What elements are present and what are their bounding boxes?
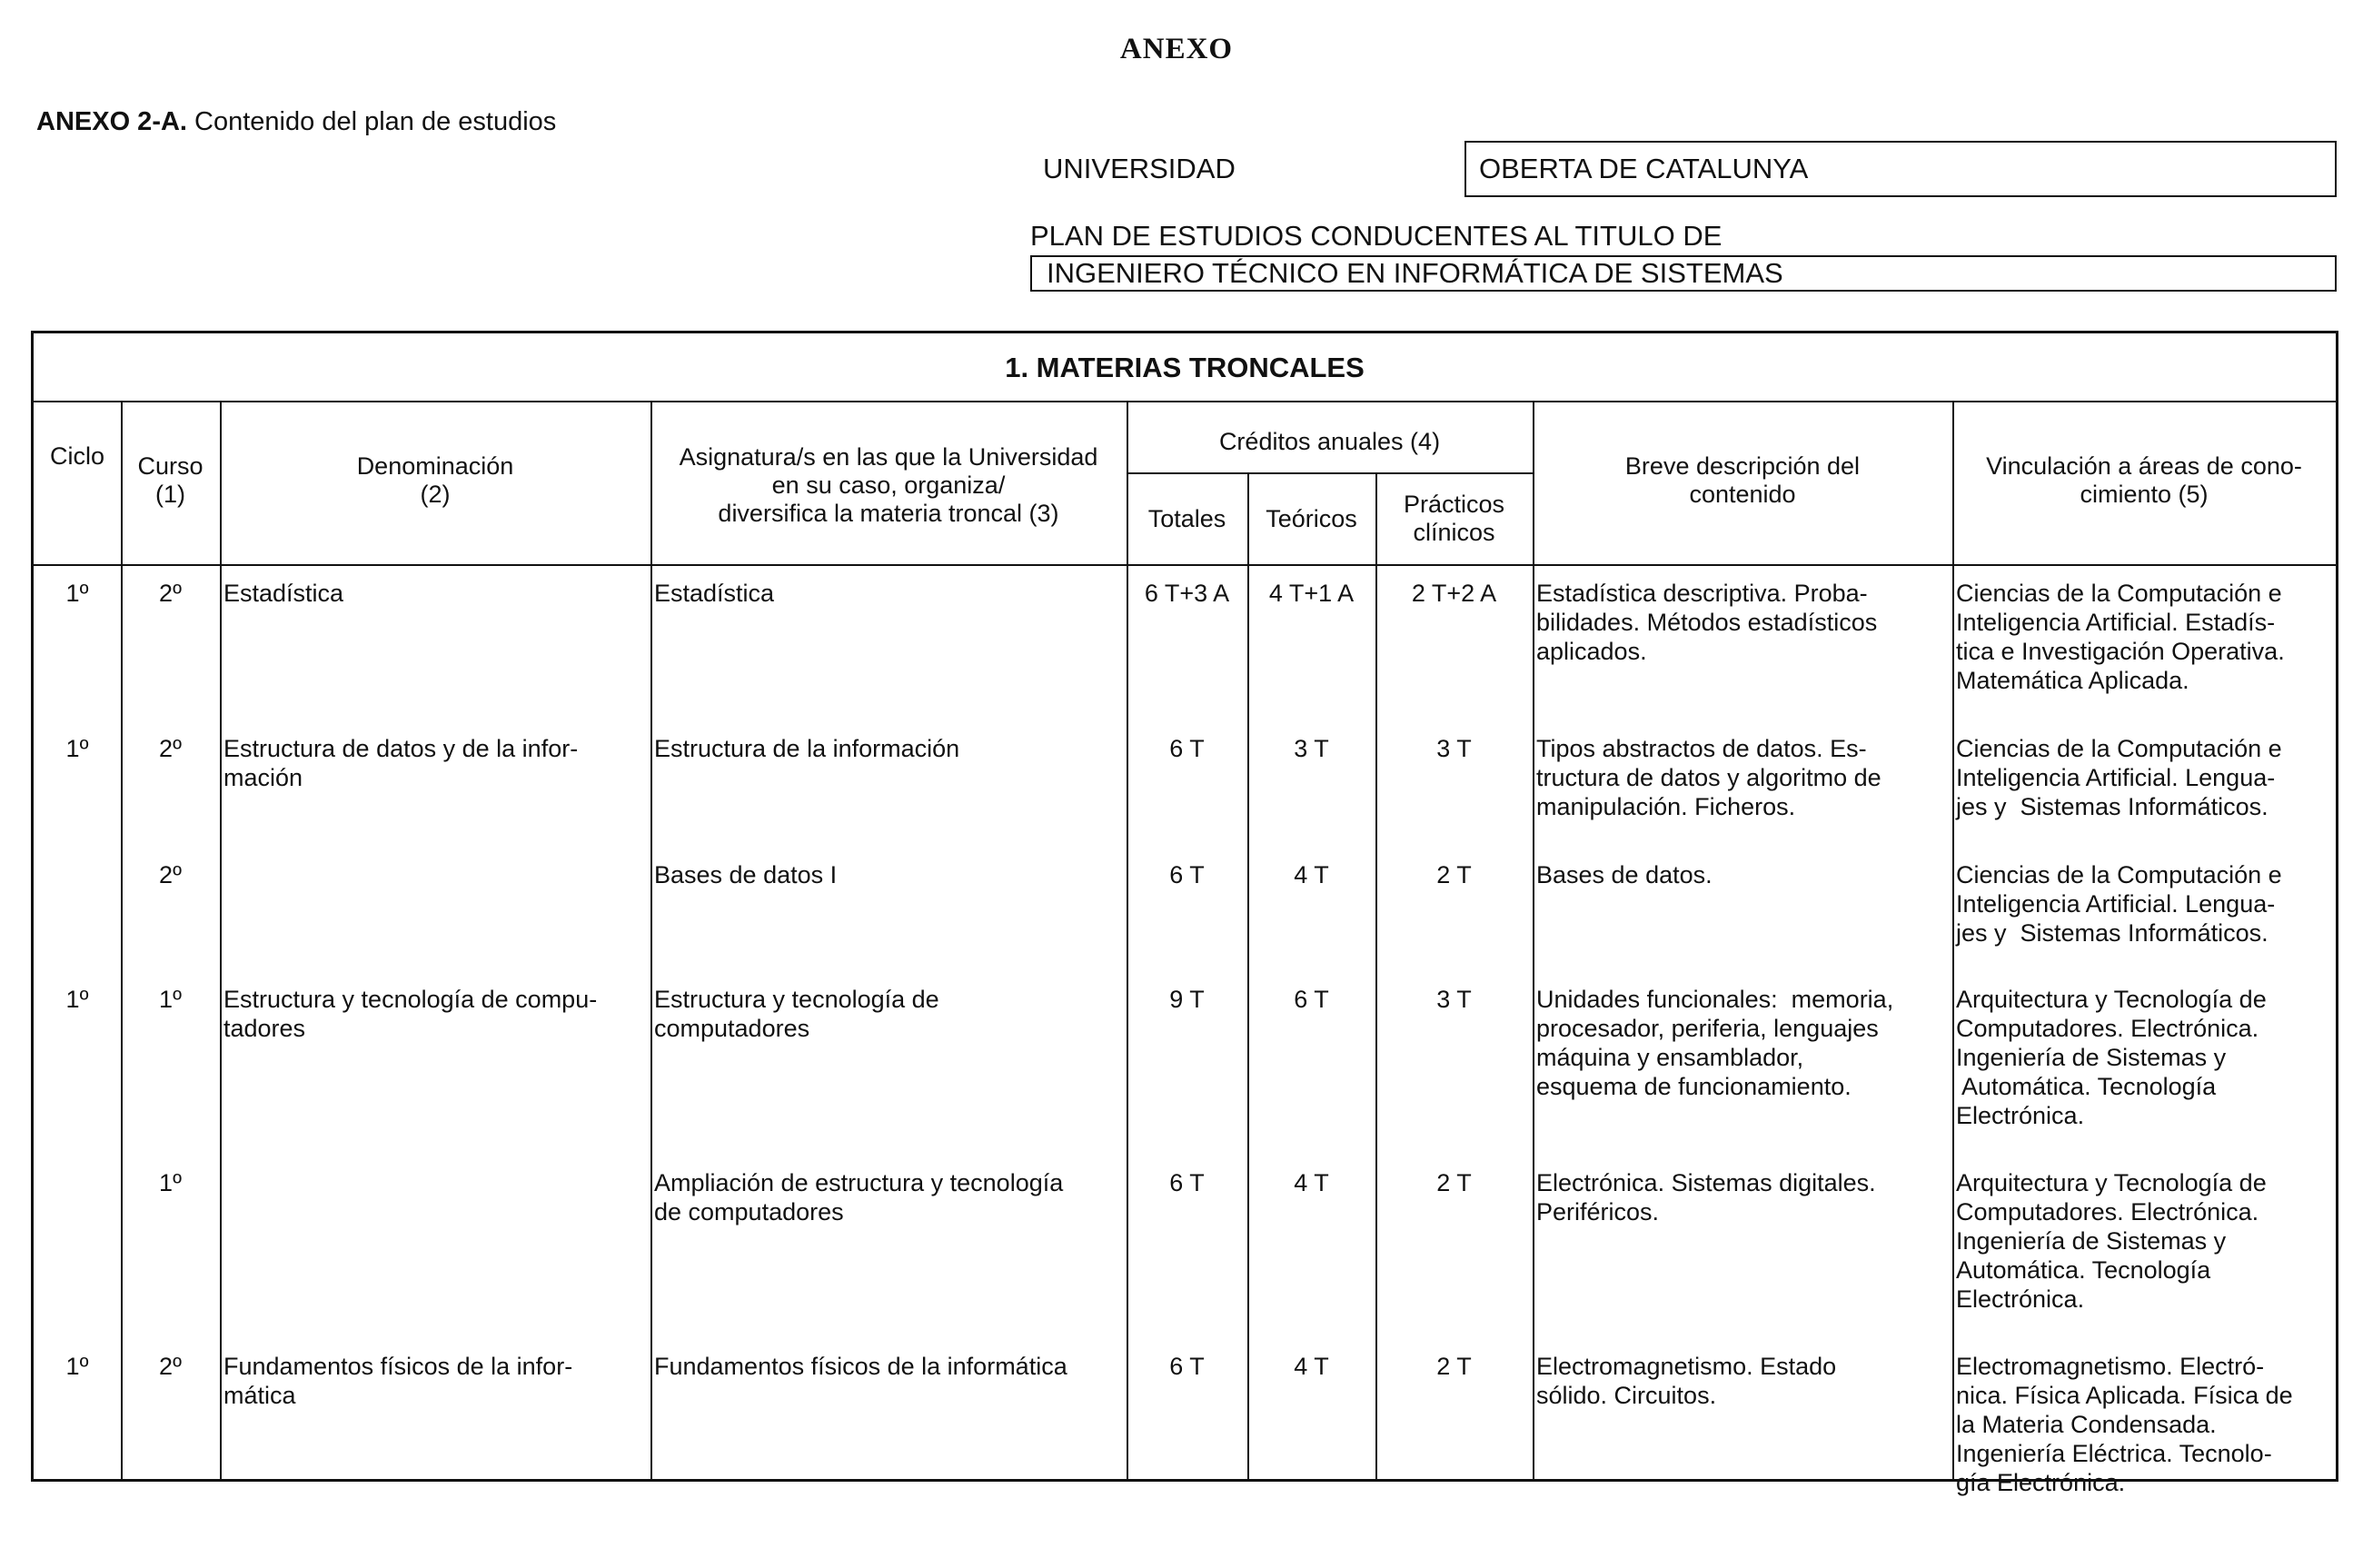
cell-practicos: 3 T [1436, 986, 1472, 1013]
cell-vinculacion-line: Ingeniería de Sistemas y [1956, 1044, 2227, 1071]
cell-vinculacion-line: Electrónica. [1956, 1285, 2085, 1313]
cell-teoricos: 4 T [1294, 1353, 1329, 1380]
header-totales-line: Totales [1147, 505, 1226, 532]
cell-descripcion-line: procesador, periferia, lenguajes [1536, 1015, 1879, 1042]
cell-asignatura [654, 734, 1125, 763]
cell-vinculacion [1956, 734, 2334, 821]
cell-vinculacion [1956, 860, 2334, 948]
header-practicos-line: clínicos [1413, 519, 1495, 546]
cell-descripcion-line: Electromagnetismo. Estado [1536, 1353, 1837, 1380]
cell-vinculacion [1956, 1352, 2334, 1497]
header-curso-line: Curso [137, 452, 204, 480]
header-ciclo-line: Ciclo [49, 442, 104, 470]
header-curso-line: (1) [155, 481, 185, 508]
cell-denominacion-line: mación [223, 764, 303, 791]
cell-vinculacion-line: Inteligencia Artificial. Lengua- [1956, 764, 2276, 791]
cell-totales: 6 T [1169, 861, 1205, 888]
cell-denominacion-line: Fundamentos físicos de la infor- [223, 1353, 573, 1380]
cell-totales: 6 T [1169, 1353, 1205, 1380]
cell-asignatura-line: Ampliación de estructura y tecnología [654, 1169, 1064, 1196]
cell-denominacion [223, 579, 649, 608]
header-denominacion [220, 452, 650, 509]
cell-vinculacion-line: gía Electrónica. [1956, 1469, 2126, 1496]
cell-descripcion [1536, 1168, 1951, 1226]
annex-subtitle-text: Contenido del plan de estudios [194, 107, 557, 136]
header-curso [121, 452, 220, 509]
cell-asignatura-line: de computadores [654, 1198, 844, 1226]
header-asignatura-line: Asignatura/s en las que la Universidad [679, 443, 1098, 471]
cell-curso: 2º [159, 861, 182, 888]
cell-totales: 6 T+3 A [1144, 580, 1230, 607]
cell-descripcion-line: Tipos abstractos de datos. Es- [1536, 735, 1867, 762]
header-descripcion-line: contenido [1689, 481, 1796, 508]
cell-denominacion [223, 985, 649, 1043]
cell-descripcion-line: aplicados. [1536, 638, 1647, 665]
cell-asignatura-line: Fundamentos físicos de la informática [654, 1353, 1067, 1380]
cell-teoricos: 3 T [1294, 735, 1329, 762]
header-ciclo [34, 442, 121, 471]
table-row [34, 860, 2336, 947]
section-title: 1. MATERIAS TRONCALES [34, 333, 2336, 402]
cell-descripcion [1536, 579, 1951, 666]
cell-vinculacion-line: Arquitectura y Tecnología de [1956, 1169, 2267, 1196]
cell-practicos: 2 T [1436, 861, 1472, 888]
cell-descripcion [1536, 985, 1951, 1101]
header-totales [1127, 505, 1247, 533]
header-denominacion-line: Denominación [356, 452, 514, 480]
cell-vinculacion-line: Automática. Tecnología [1956, 1256, 2211, 1284]
cell-vinculacion [1956, 1168, 2334, 1314]
cell-vinculacion-line: Inteligencia Artificial. Estadís- [1956, 609, 2276, 636]
annex-subtitle [36, 107, 556, 137]
universidad-value-box [1464, 141, 2337, 197]
cell-asignatura [654, 1168, 1125, 1226]
universidad-value: OBERTA DE CATALUNYA [1479, 153, 1809, 184]
cell-curso: 2º [159, 1353, 182, 1380]
cell-totales: 9 T [1169, 986, 1205, 1013]
cell-denominacion-line: Estructura y tecnología de compu- [223, 986, 598, 1013]
header-creditos-line: Créditos anuales (4) [1218, 428, 1441, 455]
table-row [34, 734, 2336, 820]
cell-asignatura-line: Estructura y tecnología de [654, 986, 939, 1013]
column-divider [1247, 472, 1249, 1479]
cell-denominacion [223, 1352, 649, 1410]
cell-ciclo: 1º [65, 1353, 89, 1380]
cell-descripcion-line: Bases de datos. [1536, 861, 1713, 888]
cell-teoricos: 6 T [1294, 986, 1329, 1013]
cell-descripcion-line: Periféricos. [1536, 1198, 1660, 1226]
cell-curso: 2º [159, 580, 182, 607]
cell-vinculacion [1956, 579, 2334, 695]
titulo-value: INGENIERO TÉCNICO EN INFORMÁTICA DE SISTEMAS [1047, 257, 1783, 289]
header-vinculacion-line: Vinculación a áreas de cono- [1986, 452, 2302, 480]
cell-asignatura-line: computadores [654, 1015, 810, 1042]
column-divider [1375, 472, 1377, 1479]
header-creditos [1127, 428, 1533, 456]
cell-asignatura-line: Bases de datos I [654, 861, 838, 888]
universidad-label: UNIVERSIDAD [1043, 153, 1236, 184]
cell-vinculacion-line: la Materia Condensada. [1956, 1411, 2217, 1438]
header-teoricos-line: Teóricos [1266, 505, 1357, 532]
cell-vinculacion-line: Arquitectura y Tecnología de [1956, 986, 2267, 1013]
cell-descripcion-line: máquina y ensamblador, [1536, 1044, 1804, 1071]
cell-descripcion [1536, 734, 1951, 821]
cell-descripcion-line: sólido. Circuitos. [1536, 1382, 1717, 1409]
titulo-value-box [1030, 255, 2337, 292]
cell-practicos: 2 T [1436, 1169, 1472, 1196]
header-practicos-line: Prácticos [1403, 491, 1505, 518]
plan-label: PLAN DE ESTUDIOS CONDUCENTES AL TITULO DE [1030, 220, 1723, 252]
cell-denominacion-line: Estadística [223, 580, 344, 607]
cell-practicos: 2 T+2 A [1411, 580, 1497, 607]
cell-descripcion [1536, 860, 1951, 889]
table-row [34, 1168, 2336, 1313]
cell-vinculacion-line: Automática. Tecnología [1956, 1073, 2217, 1100]
header-descripcion [1533, 452, 1952, 509]
cell-denominacion-line: Estructura de datos y de la infor- [223, 735, 579, 762]
cell-asignatura [654, 579, 1125, 608]
cell-vinculacion-line: jes y Sistemas Informáticos. [1956, 919, 2269, 947]
cell-asignatura [654, 860, 1125, 889]
page-title: ANEXO [1119, 33, 1234, 65]
cell-totales: 6 T [1169, 735, 1205, 762]
cell-denominacion-line: tadores [223, 1015, 306, 1042]
cell-vinculacion-line: Matemática Aplicada. [1956, 667, 2189, 694]
annex-subtitle-bold: ANEXO 2-A. [36, 107, 187, 136]
cell-descripcion-line: bilidades. Métodos estadísticos [1536, 609, 1878, 636]
table-row [34, 1352, 2336, 1496]
header-descripcion-line: Breve descripción del [1624, 452, 1861, 480]
cell-ciclo: 1º [65, 735, 89, 762]
cell-vinculacion-line: Electrónica. [1956, 1102, 2085, 1129]
header-asignatura [650, 443, 1127, 528]
cell-vinculacion-line: Ciencias de la Computación e [1956, 861, 2282, 888]
cell-descripcion-line: tructura de datos y algoritmo de [1536, 764, 1881, 791]
cell-vinculacion-line: jes y Sistemas Informáticos. [1956, 793, 2269, 820]
cell-vinculacion-line: Ingeniería de Sistemas y [1956, 1227, 2227, 1255]
cell-vinculacion-line: Electromagnetismo. Electró- [1956, 1353, 2265, 1380]
cell-denominacion [223, 734, 649, 792]
cell-vinculacion-line: Computadores. Electrónica. [1956, 1015, 2259, 1042]
table-row [34, 579, 2336, 694]
cell-vinculacion-line: Ingeniería Eléctrica. Tecnolo- [1956, 1440, 2272, 1467]
cell-ciclo: 1º [65, 580, 89, 607]
cell-curso: 1º [159, 1169, 182, 1196]
cell-teoricos: 4 T [1294, 1169, 1329, 1196]
creditos-subheader-divider [1127, 472, 1533, 474]
cell-vinculacion-line: nica. Física Aplicada. Física de [1956, 1382, 2293, 1409]
cell-vinculacion-line: tica e Investigación Operativa. [1956, 638, 2285, 665]
cell-teoricos: 4 T+1 A [1268, 580, 1355, 607]
cell-curso: 2º [159, 735, 182, 762]
cell-practicos: 2 T [1436, 1353, 1472, 1380]
cell-descripcion-line: Electrónica. Sistemas digitales. [1536, 1169, 1876, 1196]
header-bottom-divider [34, 564, 2336, 566]
header-denominacion-line: (2) [420, 481, 451, 508]
cell-descripcion-line: Unidades funcionales: memoria, [1536, 986, 1894, 1013]
cell-asignatura [654, 985, 1125, 1043]
cell-asignatura-line: Estadística [654, 580, 775, 607]
cell-asignatura-line: Estructura de la información [654, 735, 960, 762]
header-asignatura-line: diversifica la materia troncal (3) [718, 500, 1059, 527]
cell-teoricos: 4 T [1294, 861, 1329, 888]
cell-denominacion-line: mática [223, 1382, 296, 1409]
table-row [34, 985, 2336, 1129]
cell-descripcion-line: esquema de funcionamiento. [1536, 1073, 1852, 1100]
cell-vinculacion-line: Inteligencia Artificial. Lengua- [1956, 890, 2276, 918]
cell-asignatura [654, 1352, 1125, 1381]
cell-curso: 1º [159, 986, 182, 1013]
cell-ciclo: 1º [65, 986, 89, 1013]
cell-descripcion-line: Estadística descriptiva. Proba- [1536, 580, 1868, 607]
cell-descripcion [1536, 1352, 1951, 1410]
header-practicos [1375, 491, 1533, 547]
cell-vinculacion-line: Ciencias de la Computación e [1956, 735, 2282, 762]
header-teoricos [1247, 505, 1375, 533]
header-asignatura-line: en su caso, organiza/ [771, 471, 1006, 499]
cell-vinculacion-line: Ciencias de la Computación e [1956, 580, 2282, 607]
cell-vinculacion-line: Computadores. Electrónica. [1956, 1198, 2259, 1226]
cell-totales: 6 T [1169, 1169, 1205, 1196]
cell-descripcion-line: manipulación. Ficheros. [1536, 793, 1796, 820]
cell-practicos: 3 T [1436, 735, 1472, 762]
header-vinculacion-line: cimiento (5) [2080, 481, 2209, 508]
header-vinculacion [1952, 452, 2336, 509]
cell-vinculacion [1956, 985, 2334, 1130]
materias-troncales-table [31, 331, 2338, 1496]
